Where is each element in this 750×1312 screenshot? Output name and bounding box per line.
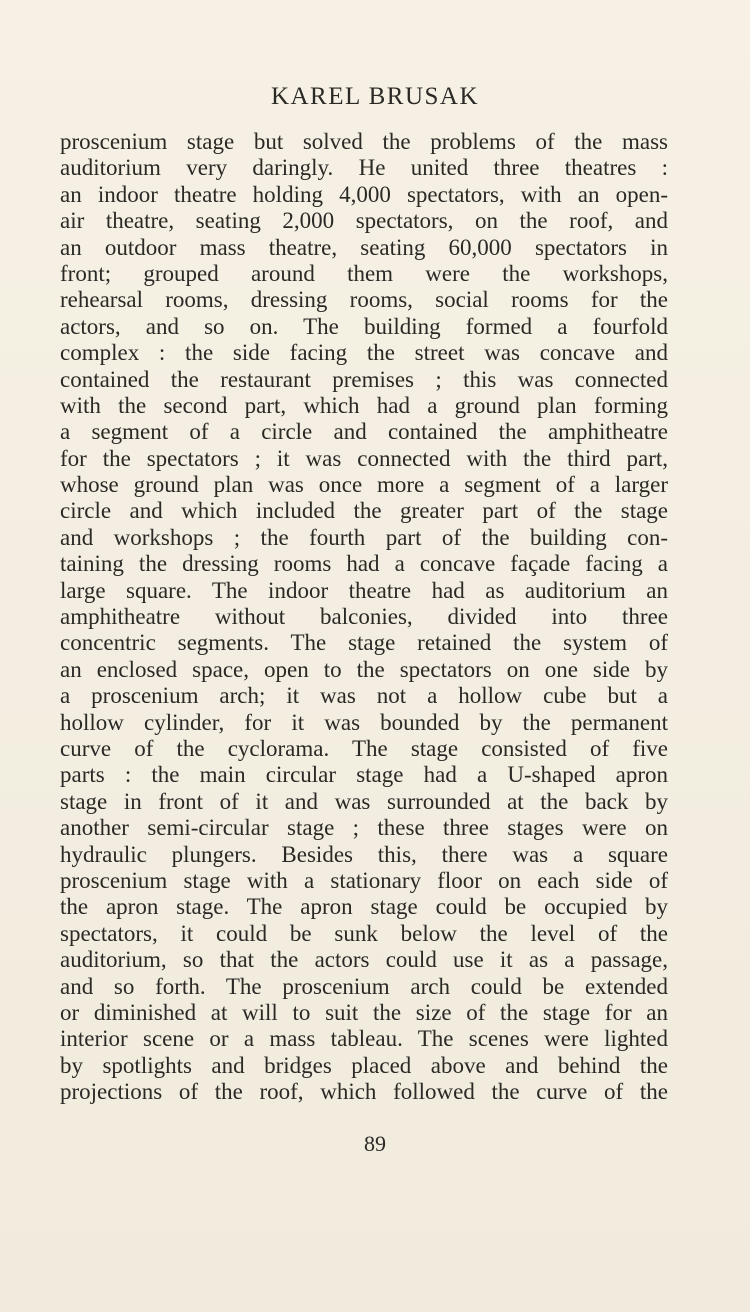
text-line: with the second part, which had a ground plan forming (60, 392, 668, 418)
text-line: actors, and so on. The building formed a fourfold (60, 313, 668, 339)
text-line: and so forth. The proscenium arch could be extended (60, 973, 668, 999)
text-line: concentric segments. The stage retained the system of (60, 630, 668, 656)
text-line: for the spectators ; it was connected with the third part, (60, 445, 668, 471)
text-line: projections of the roof, which followed the curve of the (60, 1079, 668, 1105)
text-line: and workshops ; the fourth part of the building con- (60, 524, 668, 550)
text-line: circle and which included the greater part of the stage (60, 498, 668, 524)
text-line: hydraulic plungers. Besides this, there was a square (60, 841, 668, 867)
running-head: KAREL BRUSAK (270, 83, 480, 110)
text-line: large square. The indoor theatre had as auditorium an (60, 577, 668, 603)
page-number: 89 (364, 1131, 386, 1156)
text-line: proscenium stage with a stationary floor on each side of (60, 867, 668, 893)
text-line: the apron stage. The apron stage could be occupied by (60, 894, 668, 920)
text-line: proscenium stage but solved the problems of the mass (60, 129, 668, 154)
text-line: an enclosed space, open to the spectators on one side by (60, 656, 668, 682)
text-line: or diminished at will to suit the size of the stage for an (60, 999, 668, 1025)
text-line: an outdoor mass theatre, seating 60,000 spectators in (60, 234, 668, 260)
text-line: front; grouped around them were the workshops, (60, 260, 668, 286)
text-line: an indoor theatre holding 4,000 spectators, with an open- (60, 181, 668, 207)
text-line: stage in front of it and was surrounded at the back by (60, 788, 668, 814)
text-line: hollow cylinder, for it was bounded by the permanent (60, 709, 668, 735)
body-text (60, 129, 668, 1105)
text-line: complex : the side facing the street was concave and (60, 340, 668, 366)
text-line: another semi-circular stage ; these three stages were on (60, 815, 668, 841)
text-line: rehearsal rooms, dressing rooms, social rooms for the (60, 287, 668, 313)
text-line: a proscenium arch; it was not a hollow cube but a (60, 683, 668, 709)
text-line: taining the dressing rooms had a concave façade facing a (60, 551, 668, 577)
text-line: auditorium very daringly. He united three theatres : (60, 155, 668, 181)
text-line: air theatre, seating 2,000 spectators, on the roof, and (60, 208, 668, 234)
text-line: a segment of a circle and contained the amphitheatre (60, 419, 668, 445)
text-line: by spotlights and bridges placed above and behind the (60, 1052, 668, 1078)
text-line: spectators, it could be sunk below the level of the (60, 920, 668, 946)
text-line: whose ground plan was once more a segment of a larger (60, 472, 668, 498)
text-line: interior scene or a mass tableau. The scenes were lighted (60, 1026, 668, 1052)
text-line: amphitheatre without balconies, divided into three (60, 604, 668, 630)
text-line: curve of the cyclorama. The stage consisted of five (60, 735, 668, 761)
text-line: auditorium, so that the actors could use it as a passage, (60, 947, 668, 973)
text-line: parts : the main circular stage had a U-shaped apron (60, 762, 668, 788)
text-line: contained the restaurant premises ; this was connected (60, 366, 668, 392)
